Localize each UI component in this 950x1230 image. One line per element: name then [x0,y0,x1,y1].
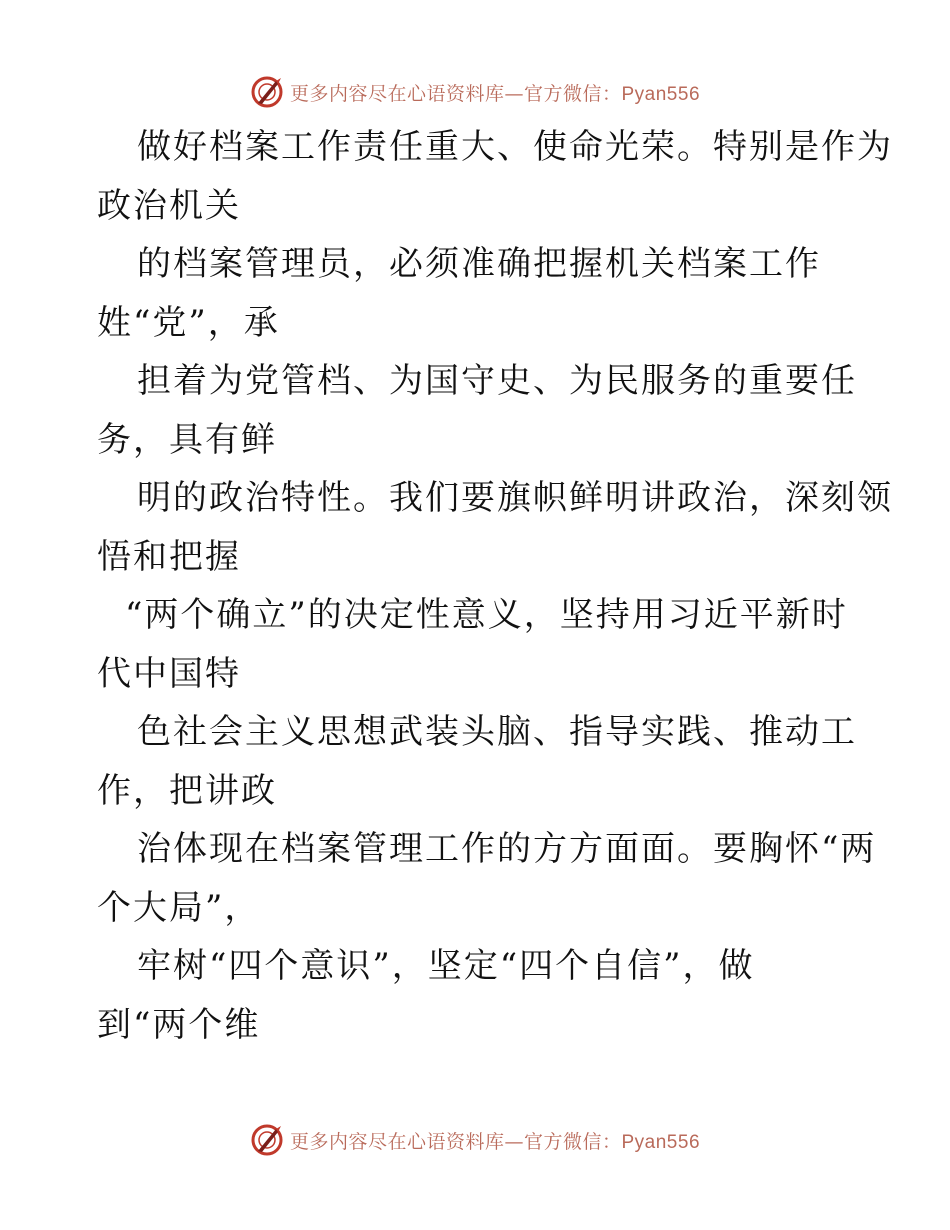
header-watermark [0,72,950,112]
watermark-wechat-id: Pyan556 [621,1131,701,1153]
body-line: 悟和把握 [97,536,241,577]
body-line: 色社会主义思想武装头脑、指导实践、推动工 [137,712,857,752]
watermark-cn: 更多内容尽在心语资料库—官方微信： [289,1130,622,1153]
body-line: 担着为党管档、为国守史、为民服务的重要任 [137,361,857,401]
body-line: 务，具有鲜 [97,419,277,460]
quill-seal-icon [250,1123,284,1157]
body-line: 治体现在档案管理工作的方方面面。要胸怀“两 [137,829,877,869]
body-line: 牢树“四个意识”，坚定“四个自信”，做 [137,946,755,986]
footer-watermark [0,1120,950,1160]
body-line: “两个确立”的决定性意义，坚持用习近平新时 [125,595,848,635]
quill-seal-icon [250,75,284,109]
body-line: 政治机关 [97,185,241,226]
document-body [97,118,893,1054]
body-line: 到“两个维 [97,1004,261,1045]
body-line: 个大局”， [97,887,261,928]
body-line: 代中国特 [97,653,241,694]
body-line: 做好档案工作责任重大、使命光荣。特别是作为 [137,127,893,167]
body-line: 明的政治特性。我们要旗帜鲜明讲政治，深刻领 [137,478,893,518]
watermark-text [290,79,700,106]
body-line: 的档案管理员，必须准确把握机关档案工作 [137,244,821,284]
watermark-text [290,1127,700,1154]
body-line: 作，把讲政 [97,770,277,811]
watermark-cn: 更多内容尽在心语资料库—官方微信： [289,82,622,105]
body-line: 姓“党”，承 [97,302,280,343]
watermark-wechat-id: Pyan556 [621,83,701,105]
